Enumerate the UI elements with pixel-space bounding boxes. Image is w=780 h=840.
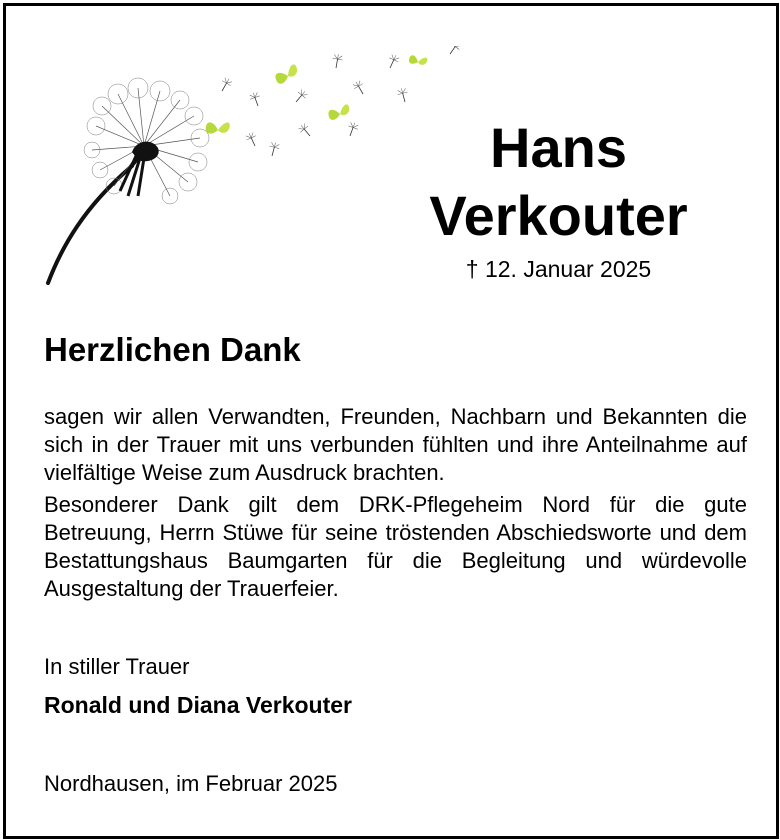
thanks-paragraph: sagen wir allen Verwandten, Freunden, Nachbarn und Bekannten die sich in der Trauer mit uns verbunden fühlten und ihre Anteilnahme auf vielfältige Weise zum Ausdruck brachten. bbox=[44, 404, 747, 485]
death-date: † 12. Januar 2025 bbox=[465, 256, 652, 282]
obituary-card bbox=[3, 3, 779, 839]
deceased-last-name: Verkouter bbox=[429, 184, 688, 247]
signers: Ronald und Diana Verkouter bbox=[44, 692, 352, 718]
closing-line: In stiller Trauer bbox=[44, 654, 190, 679]
deceased-first-name: Hans bbox=[490, 116, 627, 179]
special-thanks-paragraph: Besonderer Dank gilt dem DRK-Pflegeheim Nord für die gute Betreuung, Herrn Stüwe für seine tröstenden Abschiedsworte und dem Bestattungshaus Baumgarten für die Begleitung und würdevolle Ausgestaltung der Trauerfeier. bbox=[44, 492, 747, 601]
dandelion-icon bbox=[40, 46, 460, 286]
place-date: Nordhausen, im Februar 2025 bbox=[44, 771, 338, 796]
thanks-heading: Herzlichen Dank bbox=[44, 331, 301, 368]
